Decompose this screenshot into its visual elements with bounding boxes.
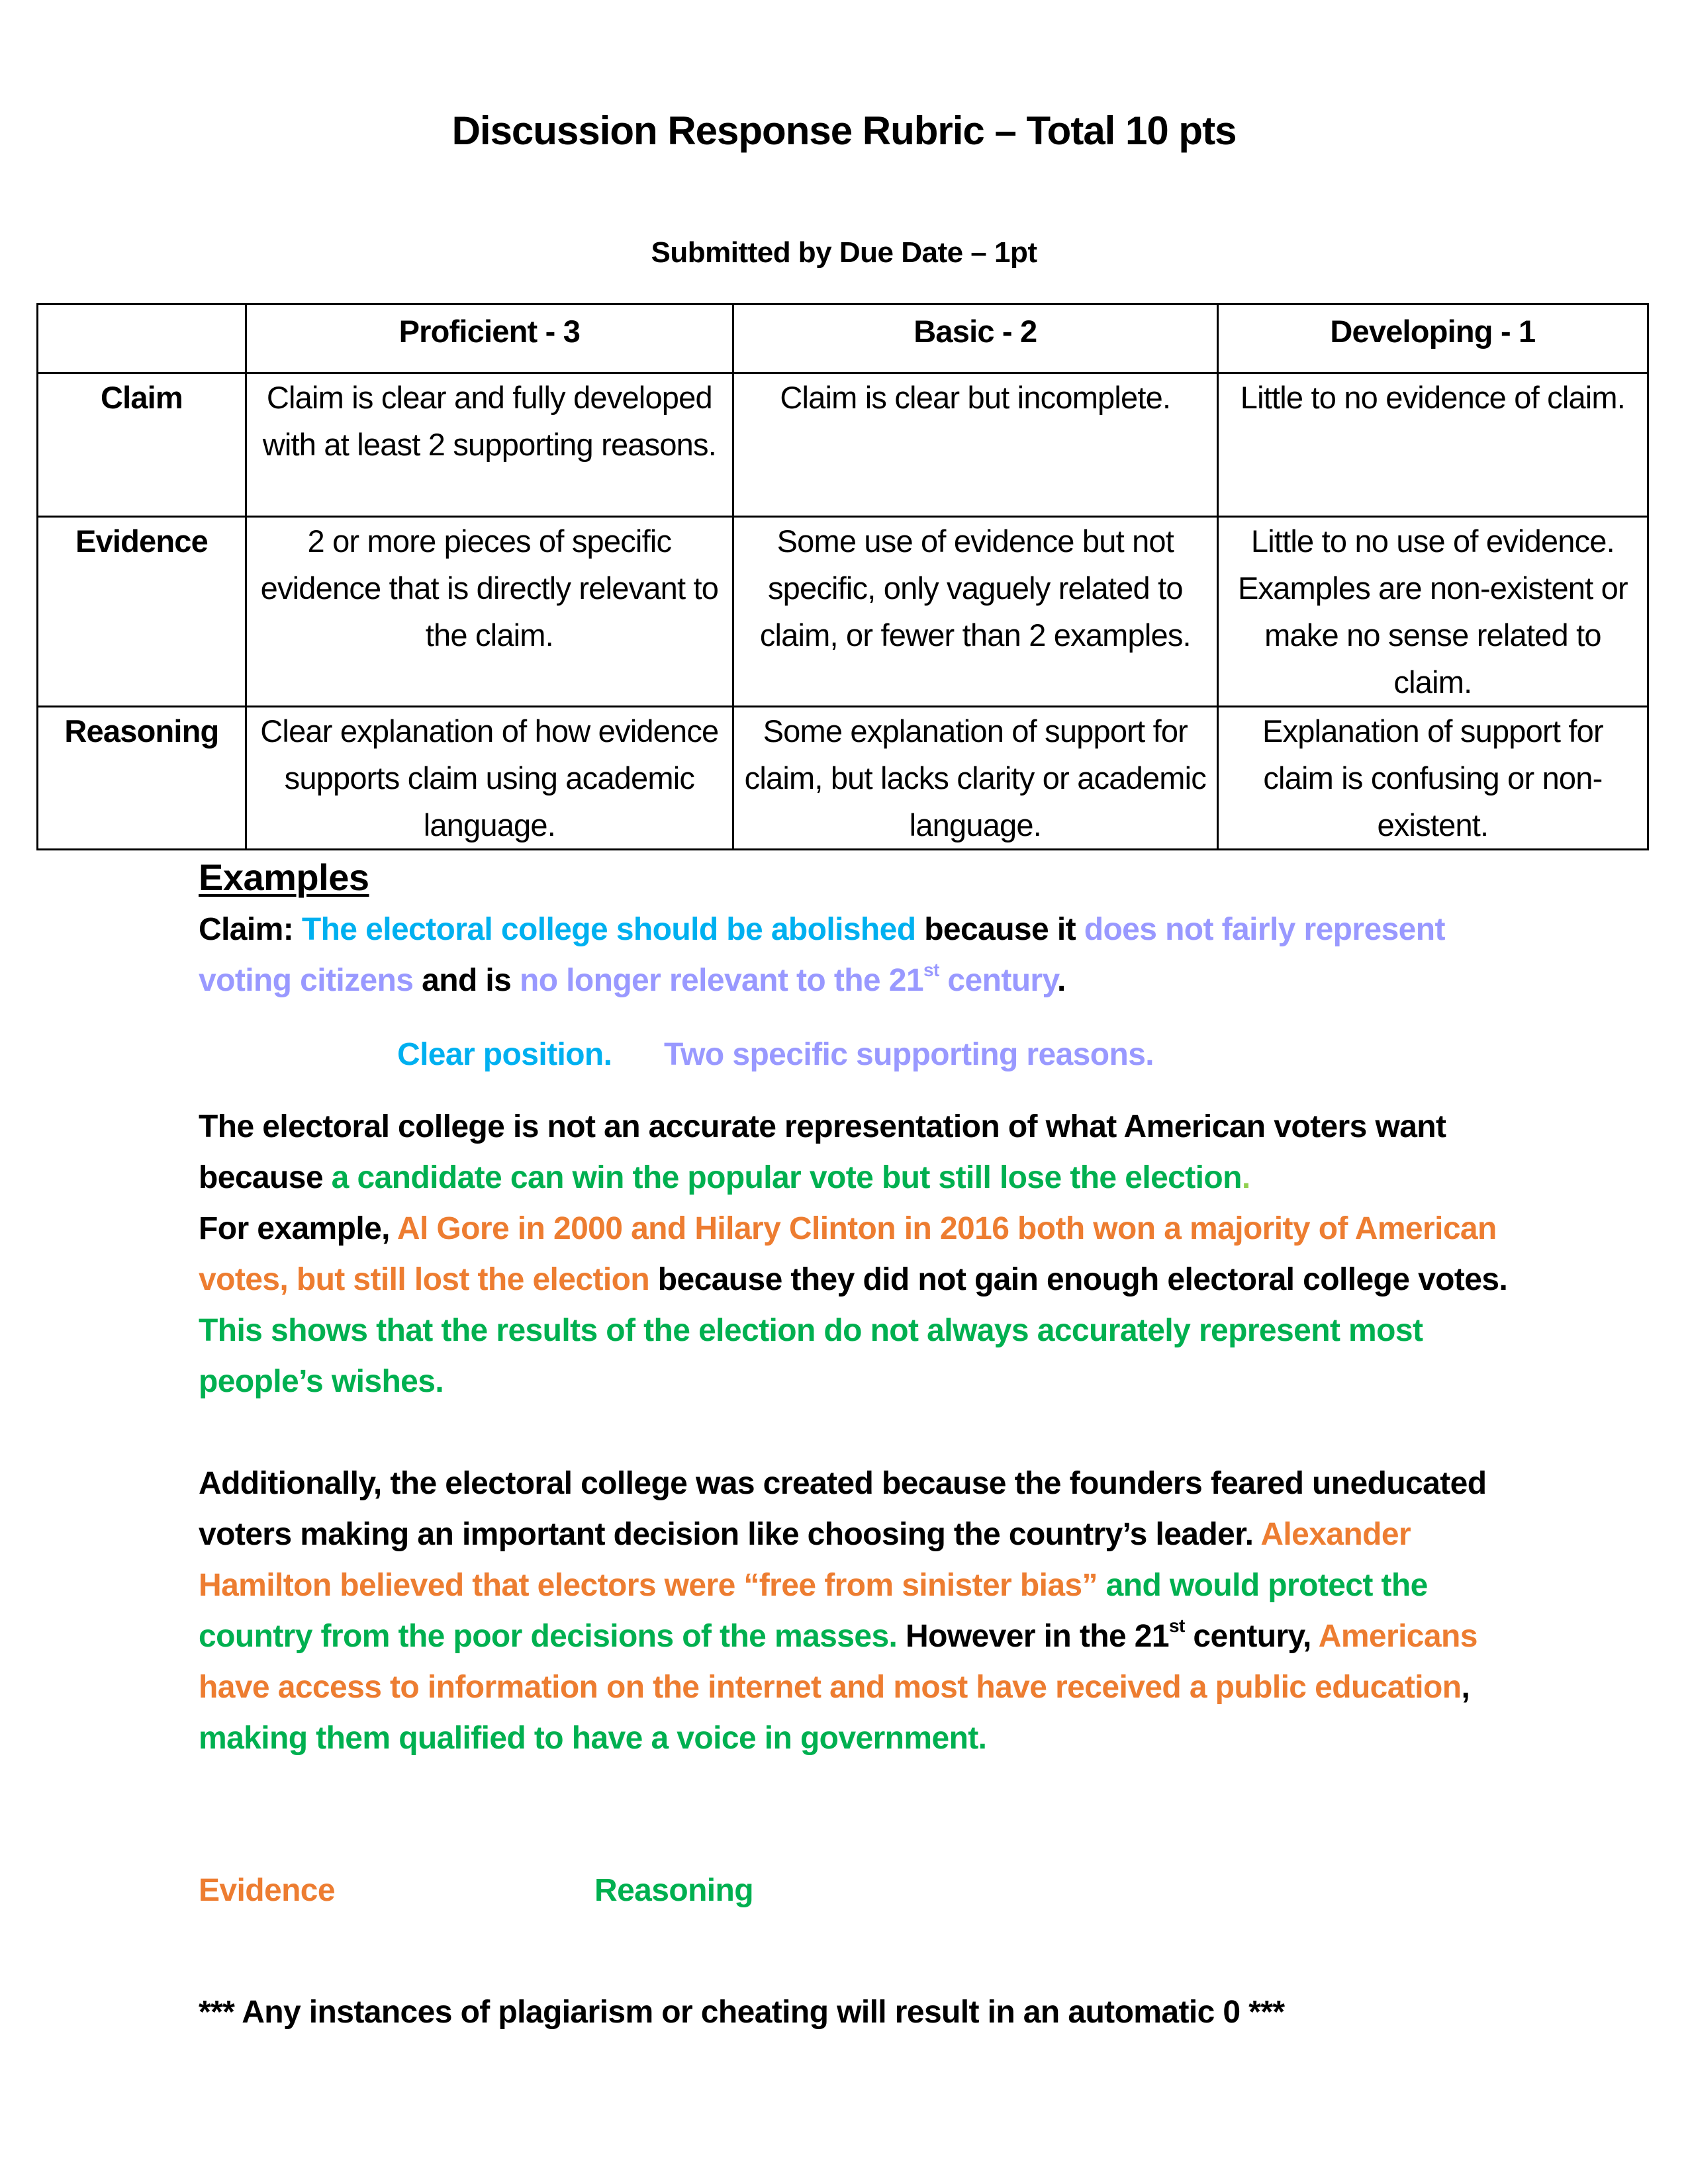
- claim-connector: and is: [413, 963, 520, 998]
- evidence-text: Al Gore in 2000 and Hilary Clinton in 2016 both won a majority of American votes, but still lost the election: [199, 1211, 1497, 1297]
- reasoning-text: This shows that the results of the election do not always accurately represent most people’s wishes.: [199, 1313, 1423, 1399]
- superscript: st: [1168, 1615, 1185, 1636]
- reasoning-text: making them qualified to have a voice in government.: [199, 1721, 987, 1756]
- table-row: [38, 517, 1648, 707]
- row-header-evidence: Evidence: [38, 517, 246, 707]
- table-header-row: [38, 304, 1648, 373]
- rubric-table: [36, 303, 1649, 850]
- examples-heading: Examples: [199, 856, 369, 898]
- row-header-reasoning: Reasoning: [38, 707, 246, 850]
- column-header-empty: [38, 304, 246, 373]
- example-paragraph-1: [199, 1101, 1516, 1407]
- column-header-proficient: Proficient - 3: [246, 304, 733, 373]
- table-row: [38, 373, 1648, 517]
- column-header-developing: Developing - 1: [1217, 304, 1648, 373]
- reasoning-text: and would protect the country from the poor decisions of the masses.: [199, 1568, 1428, 1654]
- key-reasoning: Reasoning: [594, 1873, 753, 1908]
- paragraph-text: For example,: [199, 1211, 397, 1246]
- superscript: st: [923, 960, 939, 980]
- evidence-text: Alexander Hamilton believed that electors were “free from sinister bias”: [199, 1517, 1411, 1603]
- punctuation: .: [1241, 1160, 1250, 1195]
- claim-reason-1: does not fairly represent voting citizens: [199, 912, 1445, 998]
- table-cell: Some explanation of support for claim, but lacks clarity or academic language.: [733, 707, 1217, 850]
- table-cell: Little to no evidence of claim.: [1217, 373, 1648, 517]
- table-cell: Clear explanation of how evidence supports claim using academic language.: [246, 707, 733, 850]
- page-title: Discussion Response Rubric – Total 10 pts: [451, 109, 1237, 153]
- row-header-claim: Claim: [38, 373, 246, 517]
- claim-reason-2: [519, 960, 1058, 998]
- reasoning-text: a candidate can win the popular vote but still lose the election: [331, 1160, 1242, 1195]
- table-cell: Little to no use of evidence. Examples are non-existent or make no sense related to claim.: [1217, 517, 1648, 707]
- table-cell: Explanation of support for claim is confusing or non-existent.: [1217, 707, 1648, 850]
- table-cell: 2 or more pieces of specific evidence that is directly relevant to the claim.: [246, 517, 733, 707]
- table-cell: Some use of evidence but not specific, only vaguely related to claim, or fewer than 2 examples.: [733, 517, 1217, 707]
- claim-end: .: [1057, 963, 1066, 998]
- example-paragraph-2: [199, 1458, 1516, 1764]
- paragraph-text: Additionally, the electoral college was created because the founders feared uneducated voters making an important decision like choosing the country’s leader.: [199, 1466, 1487, 1552]
- legend-position: Clear position.: [397, 1037, 612, 1072]
- page-subtitle: Submitted by Due Date – 1pt: [651, 236, 1037, 269]
- paragraph-text: because they did not gain enough electoral college votes.: [649, 1262, 1508, 1297]
- table-row: [38, 707, 1648, 850]
- evidence-text: Americans have access to information on the internet and most have received a public education: [199, 1619, 1477, 1705]
- claim-reason-2-text: no longer relevant to the 21: [519, 963, 923, 998]
- legend-reasons: Two specific supporting reasons.: [664, 1037, 1154, 1072]
- table-cell: Claim is clear and fully developed with at least 2 supporting reasons.: [246, 373, 733, 517]
- claim-reason-2-text: century: [939, 963, 1058, 998]
- claim-label: Claim:: [199, 912, 302, 947]
- paragraph-text: century,: [1184, 1619, 1319, 1654]
- key-evidence: Evidence: [199, 1873, 335, 1908]
- claim-position: The electoral college should be abolished: [301, 912, 916, 947]
- example-claim: [199, 904, 1523, 1006]
- table-cell: Claim is clear but incomplete.: [733, 373, 1217, 517]
- punctuation: ,: [1461, 1670, 1470, 1705]
- claim-connector: because it: [915, 912, 1084, 947]
- paragraph-text: However in the 21: [897, 1619, 1169, 1654]
- column-header-basic: Basic - 2: [733, 304, 1217, 373]
- paragraph-text: The electoral college is not an accurate representation of what American voters want because: [199, 1109, 1446, 1195]
- plagiarism-warning: *** Any instances of plagiarism or cheating will result in an automatic 0 ***: [199, 1995, 1285, 2030]
